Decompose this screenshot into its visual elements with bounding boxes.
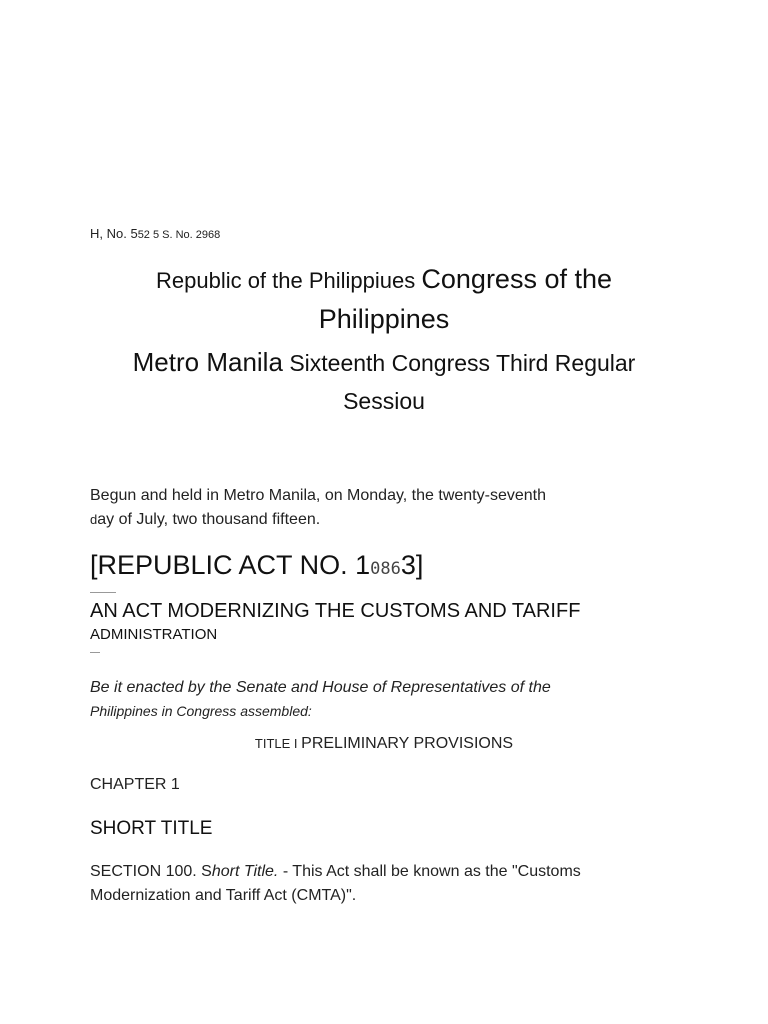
section-100-line-1 (90, 860, 670, 884)
congress-text: Congress of the (421, 264, 612, 294)
divider-rule (90, 652, 100, 653)
divider-rule (90, 592, 116, 593)
section-100 (90, 860, 670, 908)
section-heading: hort Title. (211, 863, 279, 880)
header-line-republic (60, 262, 708, 298)
chapter-heading: CHAPTER 1 (90, 776, 180, 793)
republic-act-number (90, 550, 423, 581)
short-title-heading: SHORT TITLE (90, 818, 213, 839)
begun-line-2-first: d (90, 512, 98, 527)
session-text: Sixteenth Congress Third Regular (289, 350, 636, 376)
house-bill-prefix: H, No. 5 (90, 226, 138, 241)
republic-text: Republic of the Philippiues (155, 268, 416, 293)
metro-manila-text: Metro Manila (132, 347, 283, 377)
title-text: PRELIMINARY PROVISIONS (301, 735, 514, 752)
senate-bill-suffix: 68 (208, 229, 221, 241)
act-number-prefix: [REPUBLIC ACT NO. 1 (90, 550, 371, 580)
enacting-clause (90, 676, 690, 722)
begun-line-2-rest: ay of July, two thousand fifteen. (97, 511, 321, 528)
house-bill-suffix: 52 5 (137, 229, 160, 241)
senate-bill-prefix: S. No. 29 (159, 229, 209, 241)
act-title-line-1: AN ACT MODERNIZING THE CUSTOMS AND TARIFF (90, 600, 581, 622)
section-body-2: Modernization and Tariff Act (CMTA)". (90, 887, 357, 904)
title-label: TITLE I (254, 736, 302, 751)
bill-numbers (90, 226, 220, 241)
enacting-clause-line-2: Philippines in Congress assembled: (90, 703, 312, 719)
header-line-session-end: Sessiou (343, 388, 425, 414)
enacting-clause-line-1: Be it enacted by the Senate and House of Representatives of the (90, 679, 551, 696)
begun-paragraph (90, 484, 650, 532)
act-title (90, 598, 690, 646)
act-number-suffix: 3] (400, 550, 424, 580)
header-line-philippines: Philippines (318, 304, 450, 334)
begun-line-1: Begun and held in Metro Manila, on Monday, the twenty-seventh (90, 487, 546, 504)
title-heading (60, 735, 708, 753)
section-number: SECTION 100. S (90, 863, 212, 880)
header-line-session (60, 342, 708, 383)
act-title-line-2: ADMINISTRATION (90, 626, 218, 643)
section-body-1: - This Act shall be known as the "Customs (278, 863, 581, 880)
begun-line-2 (90, 508, 650, 532)
document-header (60, 262, 708, 419)
act-number-digits: 086 (370, 559, 401, 579)
